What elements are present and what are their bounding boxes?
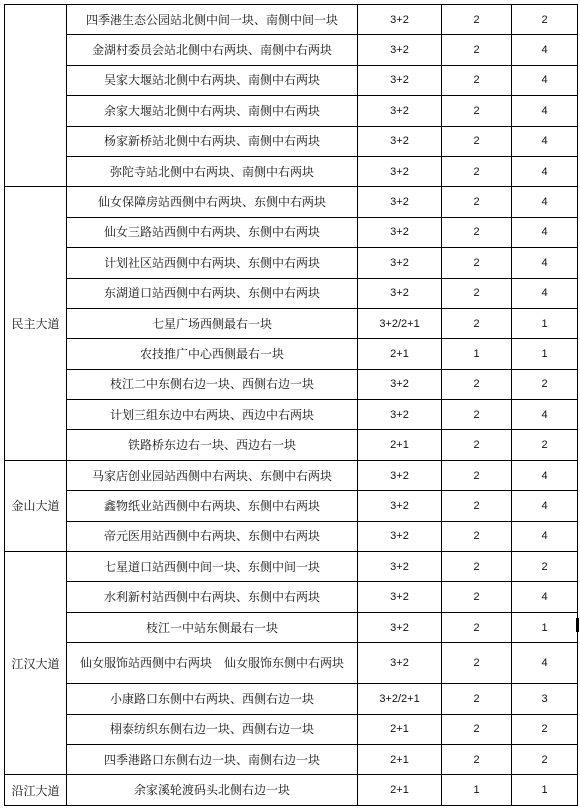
table-row bbox=[5, 217, 578, 247]
table-row bbox=[5, 400, 578, 430]
config-cell: 3+2 bbox=[358, 643, 442, 684]
count-a-cell: 2 bbox=[442, 278, 512, 308]
stop-description-cell: 水利新村站西侧中右两块、东侧中右两块 bbox=[67, 582, 358, 612]
count-b-cell: 1 bbox=[512, 308, 578, 338]
config-cell: 3+2 bbox=[358, 35, 442, 65]
config-cell: 3+2 bbox=[358, 369, 442, 399]
count-a-cell: 2 bbox=[442, 714, 512, 744]
stop-description-cell: 仙女三路站西侧中右两块、东侧中右两块 bbox=[67, 217, 358, 247]
table-row bbox=[5, 248, 578, 278]
count-a-cell: 2 bbox=[442, 521, 512, 551]
stop-description-cell: 计划三组东边中右两块、西边中右两块 bbox=[67, 400, 358, 430]
stop-description-cell: 马家店创业园站西侧中右两块、东侧中右两块 bbox=[67, 460, 358, 490]
count-a-cell: 2 bbox=[442, 460, 512, 490]
config-cell: 3+2/2+1 bbox=[358, 684, 442, 714]
config-cell: 3+2 bbox=[358, 126, 442, 156]
config-cell: 3+2 bbox=[358, 521, 442, 551]
count-b-cell: 1 bbox=[512, 339, 578, 369]
count-a-cell: 2 bbox=[442, 217, 512, 247]
table-row bbox=[5, 430, 578, 460]
count-b-cell: 4 bbox=[512, 35, 578, 65]
config-cell: 2+1 bbox=[358, 339, 442, 369]
count-b-cell: 2 bbox=[512, 744, 578, 774]
stop-description-cell: 杨家新桥站北侧中右两块、南侧中右两块 bbox=[67, 126, 358, 156]
road-name-cell: 江汉大道 bbox=[5, 552, 67, 775]
count-b-cell: 4 bbox=[512, 248, 578, 278]
stop-description-cell: 栩泰纺织东侧右边一块、西侧右边一块 bbox=[67, 714, 358, 744]
count-a-cell: 2 bbox=[442, 96, 512, 126]
stop-description-cell: 枝江一中站东侧最右一块 bbox=[67, 612, 358, 642]
count-a-cell: 2 bbox=[442, 612, 512, 642]
count-a-cell: 2 bbox=[442, 430, 512, 460]
table-body bbox=[5, 5, 578, 806]
count-a-cell: 2 bbox=[442, 552, 512, 582]
table-row bbox=[5, 582, 578, 612]
count-b-cell: 4 bbox=[512, 521, 578, 551]
count-a-cell: 2 bbox=[442, 308, 512, 338]
count-b-cell: 4 bbox=[512, 156, 578, 186]
table-row bbox=[5, 308, 578, 338]
table-row bbox=[5, 491, 578, 521]
table-row bbox=[5, 5, 578, 35]
count-b-cell: 2 bbox=[512, 369, 578, 399]
config-cell: 2+1 bbox=[358, 430, 442, 460]
table-row bbox=[5, 521, 578, 551]
table-row bbox=[5, 339, 578, 369]
config-cell: 2+1 bbox=[358, 744, 442, 774]
stop-description-cell: 弥陀寺站北侧中右两块、南侧中右两块 bbox=[67, 156, 358, 186]
road-name-cell: 金山大道 bbox=[5, 460, 67, 551]
count-a-cell: 2 bbox=[442, 156, 512, 186]
count-a-cell: 2 bbox=[442, 582, 512, 612]
count-b-cell: 4 bbox=[512, 278, 578, 308]
stop-description-cell: 仙女保障房站西侧中右两块、东侧中右两块 bbox=[67, 187, 358, 217]
table-row bbox=[5, 126, 578, 156]
stop-description-cell: 铁路桥东边右一块、西边右一块 bbox=[67, 430, 358, 460]
table-row bbox=[5, 156, 578, 186]
count-a-cell: 2 bbox=[442, 369, 512, 399]
table-row bbox=[5, 369, 578, 399]
config-cell: 3+2 bbox=[358, 65, 442, 95]
stop-description-cell: 帝元医用站西侧中右两块、东侧中右两块 bbox=[67, 521, 358, 551]
config-cell: 3+2 bbox=[358, 552, 442, 582]
table-row bbox=[5, 460, 578, 490]
bus-stop-table bbox=[4, 4, 578, 806]
count-a-cell: 2 bbox=[442, 684, 512, 714]
stop-description-cell: 金湖村委员会站北侧中右两块、南侧中右两块 bbox=[67, 35, 358, 65]
config-cell: 2+1 bbox=[358, 775, 442, 805]
table-row bbox=[5, 35, 578, 65]
count-a-cell: 2 bbox=[442, 5, 512, 35]
stop-description-cell: 计划社区站西侧中右两块、东侧中右两块 bbox=[67, 248, 358, 278]
stop-description-cell: 农技推广中心西侧最右一块 bbox=[67, 339, 358, 369]
count-b-cell: 4 bbox=[512, 65, 578, 95]
count-b-cell: 4 bbox=[512, 187, 578, 217]
stop-description-cell: 四季港生态公园站北侧中间一块、南侧中间一块 bbox=[67, 5, 358, 35]
config-cell: 3+2 bbox=[358, 278, 442, 308]
stop-description-cell: 七星道口站西侧中间一块、东侧中间一块 bbox=[67, 552, 358, 582]
count-b-cell: 1 bbox=[512, 775, 578, 805]
count-a-cell: 2 bbox=[442, 400, 512, 430]
stop-description-cell: 四季港路口东侧右边一块、南侧右边一块 bbox=[67, 744, 358, 774]
config-cell: 3+2 bbox=[358, 248, 442, 278]
count-b-cell: 2 bbox=[512, 714, 578, 744]
count-b-cell: 1 bbox=[512, 612, 578, 642]
table-row bbox=[5, 775, 578, 805]
config-cell: 3+2 bbox=[358, 582, 442, 612]
config-cell: 3+2/2+1 bbox=[358, 308, 442, 338]
table-row bbox=[5, 612, 578, 642]
road-name-cell bbox=[5, 5, 67, 187]
config-cell: 3+2 bbox=[358, 187, 442, 217]
table-row bbox=[5, 187, 578, 217]
count-a-cell: 2 bbox=[442, 643, 512, 684]
count-b-cell: 4 bbox=[512, 643, 578, 684]
edge-marker bbox=[576, 618, 579, 632]
count-a-cell: 2 bbox=[442, 35, 512, 65]
count-b-cell: 2 bbox=[512, 5, 578, 35]
count-b-cell: 4 bbox=[512, 582, 578, 612]
count-a-cell: 2 bbox=[442, 744, 512, 774]
table-row bbox=[5, 552, 578, 582]
road-name-cell: 民主大道 bbox=[5, 187, 67, 461]
road-name-cell: 沿江大道 bbox=[5, 775, 67, 805]
count-a-cell: 1 bbox=[442, 775, 512, 805]
count-b-cell: 2 bbox=[512, 430, 578, 460]
stop-description-cell: 七星广场西侧最右一块 bbox=[67, 308, 358, 338]
count-b-cell: 4 bbox=[512, 96, 578, 126]
stop-description-cell: 东湖道口站西侧中右两块、东侧中右两块 bbox=[67, 278, 358, 308]
count-a-cell: 2 bbox=[442, 126, 512, 156]
count-a-cell: 2 bbox=[442, 187, 512, 217]
table-row bbox=[5, 714, 578, 744]
table-row bbox=[5, 65, 578, 95]
config-cell: 3+2 bbox=[358, 5, 442, 35]
count-b-cell: 4 bbox=[512, 460, 578, 490]
count-a-cell: 1 bbox=[442, 339, 512, 369]
config-cell: 3+2 bbox=[358, 156, 442, 186]
table-row bbox=[5, 684, 578, 714]
config-cell: 3+2 bbox=[358, 96, 442, 126]
count-a-cell: 2 bbox=[442, 491, 512, 521]
table-row bbox=[5, 744, 578, 774]
stop-description-cell: 余家溪轮渡码头北侧右边一块 bbox=[67, 775, 358, 805]
count-b-cell: 4 bbox=[512, 400, 578, 430]
config-cell: 3+2 bbox=[358, 400, 442, 430]
count-a-cell: 2 bbox=[442, 65, 512, 95]
config-cell: 3+2 bbox=[358, 217, 442, 247]
config-cell: 3+2 bbox=[358, 460, 442, 490]
stop-description-cell: 枝江二中东侧右边一块、西侧右边一块 bbox=[67, 369, 358, 399]
count-b-cell: 4 bbox=[512, 491, 578, 521]
config-cell: 3+2 bbox=[358, 491, 442, 521]
stop-description-cell: 吴家大堰站北侧中右两块、南侧中右两块 bbox=[67, 65, 358, 95]
config-cell: 2+1 bbox=[358, 714, 442, 744]
stop-description-cell: 小康路口东侧中右两块、西侧右边一块 bbox=[67, 684, 358, 714]
count-a-cell: 2 bbox=[442, 248, 512, 278]
count-b-cell: 2 bbox=[512, 552, 578, 582]
stop-description-cell: 仙女服饰站西侧中右两块 仙女服饰东侧中右两块 bbox=[67, 643, 358, 684]
table-row bbox=[5, 96, 578, 126]
count-b-cell: 4 bbox=[512, 126, 578, 156]
table-row bbox=[5, 278, 578, 308]
stop-description-cell: 余家大堰站北侧中右两块、南侧中右两块 bbox=[67, 96, 358, 126]
config-cell: 3+2 bbox=[358, 612, 442, 642]
table-row bbox=[5, 643, 578, 684]
stop-description-cell: 鑫物纸业站西侧中右两块、东侧中右两块 bbox=[67, 491, 358, 521]
count-b-cell: 3 bbox=[512, 684, 578, 714]
count-b-cell: 4 bbox=[512, 217, 578, 247]
